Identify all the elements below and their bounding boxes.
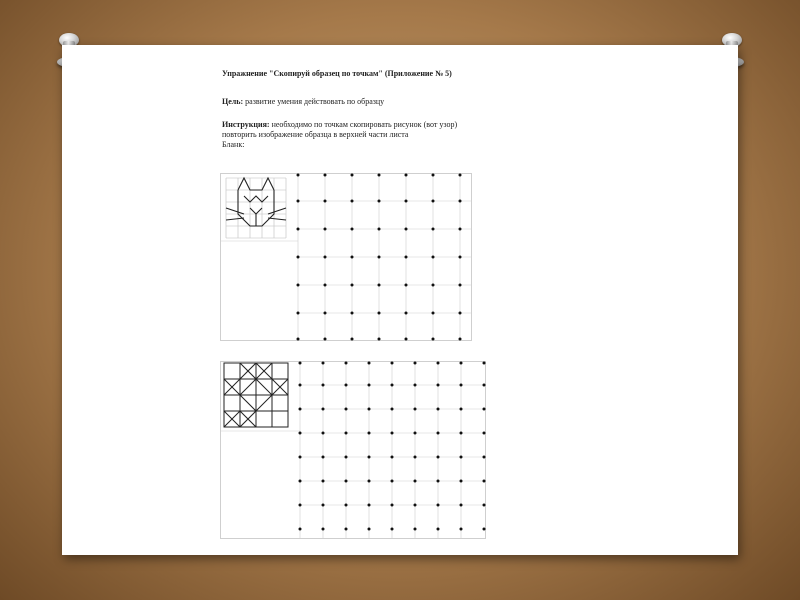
grid-dot	[460, 432, 463, 435]
paper-sheet	[62, 45, 738, 555]
grid-dot	[483, 362, 486, 365]
grid-dot	[483, 432, 486, 435]
grid-dot	[460, 362, 463, 365]
grid-dot	[345, 432, 348, 435]
grid-dot	[414, 432, 417, 435]
grid-dot	[299, 504, 302, 507]
grid-dot	[351, 338, 354, 341]
grid-dot	[414, 504, 417, 507]
grid-dot	[368, 408, 371, 411]
grid-dot	[459, 312, 462, 315]
grid-dot	[297, 200, 300, 203]
goal-line	[222, 97, 384, 107]
grid-dot	[345, 362, 348, 365]
grid-dot	[405, 256, 408, 259]
grid-dot	[345, 504, 348, 507]
grid-dot	[351, 200, 354, 203]
grid-dot	[299, 480, 302, 483]
grid-dot	[297, 284, 300, 287]
instruction-text-3: Бланк:	[222, 140, 245, 149]
grid-dot	[460, 528, 463, 531]
grid-dot	[391, 408, 394, 411]
grid-dot	[405, 228, 408, 231]
grid-dot	[432, 284, 435, 287]
grid-dot	[432, 338, 435, 341]
grid-dot	[460, 480, 463, 483]
grid-dot	[351, 228, 354, 231]
grid-dot	[414, 528, 417, 531]
worksheet-geometric	[220, 361, 486, 539]
grid-dot	[405, 200, 408, 203]
grid-dot	[459, 174, 462, 177]
grid-dot	[405, 312, 408, 315]
grid-dot	[322, 408, 325, 411]
grid-dot	[345, 456, 348, 459]
grid-dot	[351, 284, 354, 287]
instruction-line	[222, 120, 457, 130]
grid-dot	[299, 456, 302, 459]
grid-dot	[297, 228, 300, 231]
grid-dot	[437, 504, 440, 507]
grid-dot	[324, 284, 327, 287]
grid-dot	[483, 384, 486, 387]
grid-dot	[391, 528, 394, 531]
grid-dot	[391, 384, 394, 387]
grid-dot	[459, 256, 462, 259]
grid-dot	[368, 528, 371, 531]
grid-dot	[483, 456, 486, 459]
grid-dot	[437, 456, 440, 459]
grid-dot	[297, 174, 300, 177]
grid-dot	[437, 408, 440, 411]
grid-dot	[322, 456, 325, 459]
grid-dot	[432, 256, 435, 259]
grid-dot	[297, 338, 300, 341]
grid-dot	[414, 456, 417, 459]
instruction-text-2: повторить изображение образца в верхней части листа	[222, 130, 409, 139]
grid-dot	[432, 200, 435, 203]
grid-dot	[437, 384, 440, 387]
grid-dot	[432, 228, 435, 231]
grid-dot	[345, 408, 348, 411]
grid-dot	[351, 312, 354, 315]
grid-dot	[437, 528, 440, 531]
grid-dot	[368, 362, 371, 365]
grid-dot	[414, 480, 417, 483]
goal-label: Цель:	[222, 97, 244, 106]
grid-dot	[460, 504, 463, 507]
grid-dot	[299, 432, 302, 435]
grid-dot	[322, 480, 325, 483]
grid-dot	[378, 312, 381, 315]
grid-dot	[324, 200, 327, 203]
grid-dot	[391, 456, 394, 459]
grid-dot	[414, 408, 417, 411]
grid-dot	[322, 504, 325, 507]
grid-dot	[322, 528, 325, 531]
goal-text: развитие умения действовать по образцу	[245, 97, 385, 106]
grid-dot	[460, 456, 463, 459]
grid-dot	[378, 338, 381, 341]
grid-dot	[483, 480, 486, 483]
grid-dot	[351, 256, 354, 259]
grid-dot	[405, 174, 408, 177]
grid-dot	[459, 338, 462, 341]
grid-dot	[345, 480, 348, 483]
grid-dot	[405, 284, 408, 287]
grid-dot	[391, 480, 394, 483]
grid-dot	[414, 384, 417, 387]
grid-dot	[414, 362, 417, 365]
grid-dot	[368, 504, 371, 507]
grid-dot	[378, 200, 381, 203]
grid-dot	[345, 384, 348, 387]
grid-dot	[483, 528, 486, 531]
grid-dot	[324, 338, 327, 341]
grid-dot	[378, 284, 381, 287]
grid-dot	[324, 174, 327, 177]
grid-dot	[391, 504, 394, 507]
grid-dot	[378, 256, 381, 259]
grid-dot	[322, 362, 325, 365]
grid-dot	[368, 432, 371, 435]
grid-dot	[368, 384, 371, 387]
grid-dot	[368, 480, 371, 483]
grid-dot	[299, 528, 302, 531]
grid-dot	[299, 362, 302, 365]
grid-dot	[405, 338, 408, 341]
exercise-title: Упражнение "Скопируй образец по точкам" (Приложение № 5)	[222, 69, 452, 78]
grid-dot	[324, 312, 327, 315]
grid-dot	[460, 384, 463, 387]
grid-dot	[345, 528, 348, 531]
instruction-text-1: необходимо по точкам скопировать рисунок (вот узор)	[271, 120, 458, 129]
grid-dot	[378, 174, 381, 177]
grid-dot	[297, 256, 300, 259]
grid-dot	[391, 432, 394, 435]
grid-dot	[437, 480, 440, 483]
grid-dot	[483, 408, 486, 411]
grid-dot	[324, 228, 327, 231]
grid-dot	[322, 384, 325, 387]
grid-dot	[391, 362, 394, 365]
grid-dot	[459, 228, 462, 231]
grid-dot	[299, 384, 302, 387]
grid-dot	[460, 408, 463, 411]
grid-dot	[483, 504, 486, 507]
grid-dot	[437, 432, 440, 435]
grid-dot	[299, 408, 302, 411]
worksheet-cat	[220, 173, 472, 341]
grid-dot	[351, 174, 354, 177]
grid-dot	[437, 362, 440, 365]
grid-dot	[297, 312, 300, 315]
instruction-label: Инструкция:	[222, 120, 270, 129]
grid-dot	[378, 228, 381, 231]
grid-dot	[432, 174, 435, 177]
grid-dot	[324, 256, 327, 259]
grid-dot	[322, 432, 325, 435]
grid-dot	[368, 456, 371, 459]
grid-dot	[459, 200, 462, 203]
grid-dot	[432, 312, 435, 315]
grid-dot	[459, 284, 462, 287]
